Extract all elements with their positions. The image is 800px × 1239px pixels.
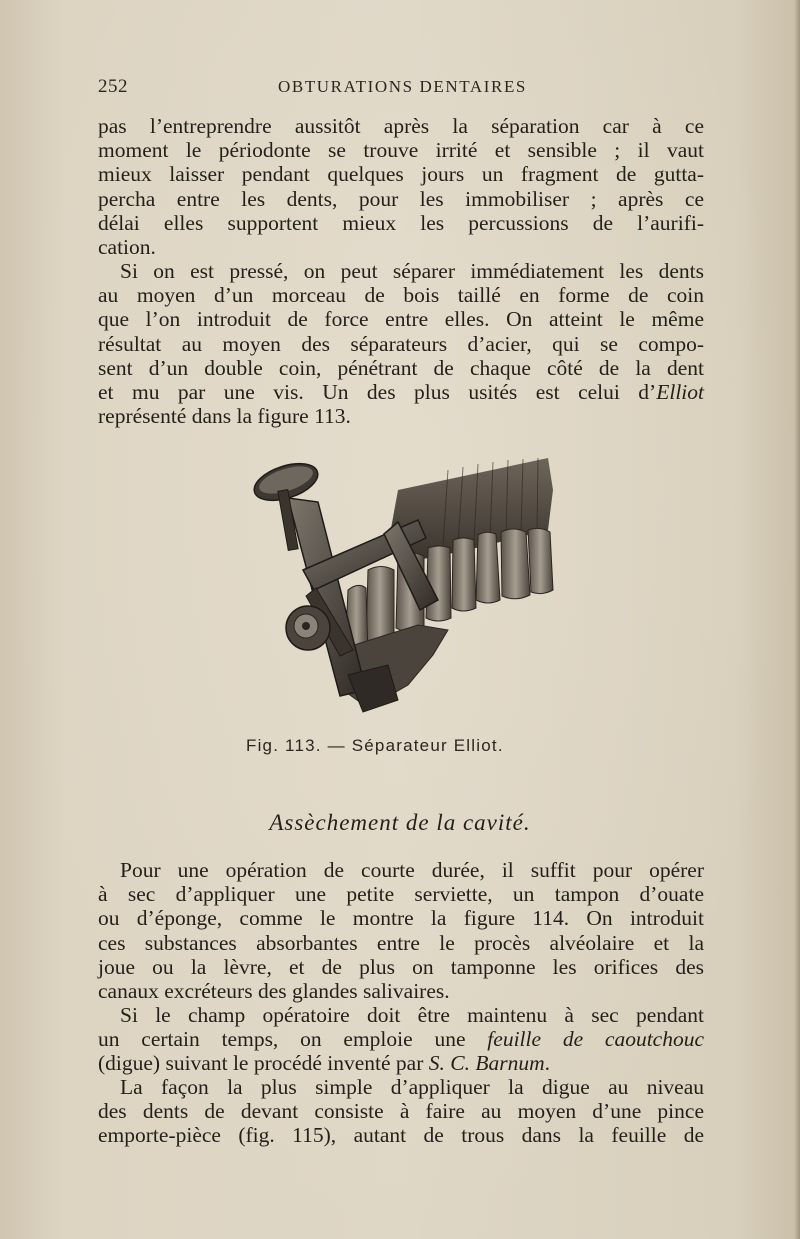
text-segment: . (544, 1051, 550, 1076)
text-line: canaux excréteurs des glandes salivaires. (98, 979, 450, 1004)
text-line: ces substances absorbantes entre le procès alvéolaire et la (98, 930, 704, 955)
section-heading: Assèchement de la cavité. (269, 810, 531, 835)
text-line: pas l’entreprendre aussitôt après la séparation car à ce (98, 114, 704, 138)
nut (286, 606, 330, 650)
text-line: Si le champ opératoire doit être maintenu à sec pendant (120, 1003, 704, 1027)
text-segment: et mu par une vis. Un des plus usités est celui d’ (98, 380, 657, 405)
text-line (98, 1051, 704, 1075)
text-line: délai elles supportent mieux les percussions de l’aurifi- (98, 210, 704, 235)
paragraph-continuation (98, 114, 704, 259)
text-line: représenté dans la figure 113. (98, 404, 351, 429)
text-line: que l’on introduit de force entre elles. On atteint le même (98, 307, 704, 332)
italic-name-elliot: Elliot (656, 380, 704, 405)
text-line: cation. (98, 235, 156, 260)
text-line: sent d’un double coin, pénétrant de chaque côté de la dent (98, 355, 704, 380)
text-line: ou d’éponge, comme le montre la figure 114. On introduit (98, 906, 704, 931)
elliot-separator-illustration (248, 450, 558, 715)
paragraph-application (98, 1075, 704, 1148)
text-line: moment le périodonte se trouve irrité et sensible ; il vaut (98, 138, 704, 163)
running-title: OBTURATIONS DENTAIRES (278, 77, 527, 96)
text-line: à sec d’appliquer une petite serviette, un tampon d’ouate (98, 882, 704, 907)
text-line: au moyen d’un morceau de bois taillé en forme de coin (98, 283, 704, 308)
page-number: 252 (98, 76, 128, 97)
paragraph-drying (98, 858, 704, 1003)
text-segment: (digue) suivant le procédé inventé par (98, 1051, 429, 1076)
italic-name-barnum: S. C. Barnum (428, 1051, 545, 1076)
text-line: résultat au moyen des séparateurs d’acier, qui se compo- (98, 331, 704, 356)
text-line: mieux laisser pendant quelques jours un fragment de gutta- (98, 162, 704, 187)
text-line: emporte-pièce (fig. 115), autant de trous dans la feuille de (98, 1123, 704, 1148)
text-line: La façon la plus simple d’appliquer la digue au niveau (120, 1075, 704, 1099)
text-line: des dents de devant consiste à faire au moyen d’une pince (98, 1099, 704, 1124)
paragraph-rubber-dam (98, 1003, 704, 1076)
text-line (98, 1027, 704, 1051)
figure-caption: Fig. 113. — Séparateur Elliot. (246, 736, 504, 755)
text-line: percha entre les dents, pour les immobiliser ; après ce (98, 186, 704, 211)
text-line (98, 380, 704, 404)
text-line: Si on est pressé, on peut séparer immédiatement les dents (120, 259, 704, 283)
text-line: Pour une opération de courte durée, il suffit pour opérer (120, 858, 704, 882)
text-segment: un certain temps, on emploie une (98, 1027, 488, 1052)
running-head (98, 76, 698, 102)
text-line: joue ou la lèvre, et de plus on tamponne les orifices des (98, 954, 704, 979)
page-edge-shadow (794, 0, 800, 1239)
italic-term: feuille de caoutchouc (487, 1027, 705, 1052)
paragraph-separators (98, 259, 704, 428)
